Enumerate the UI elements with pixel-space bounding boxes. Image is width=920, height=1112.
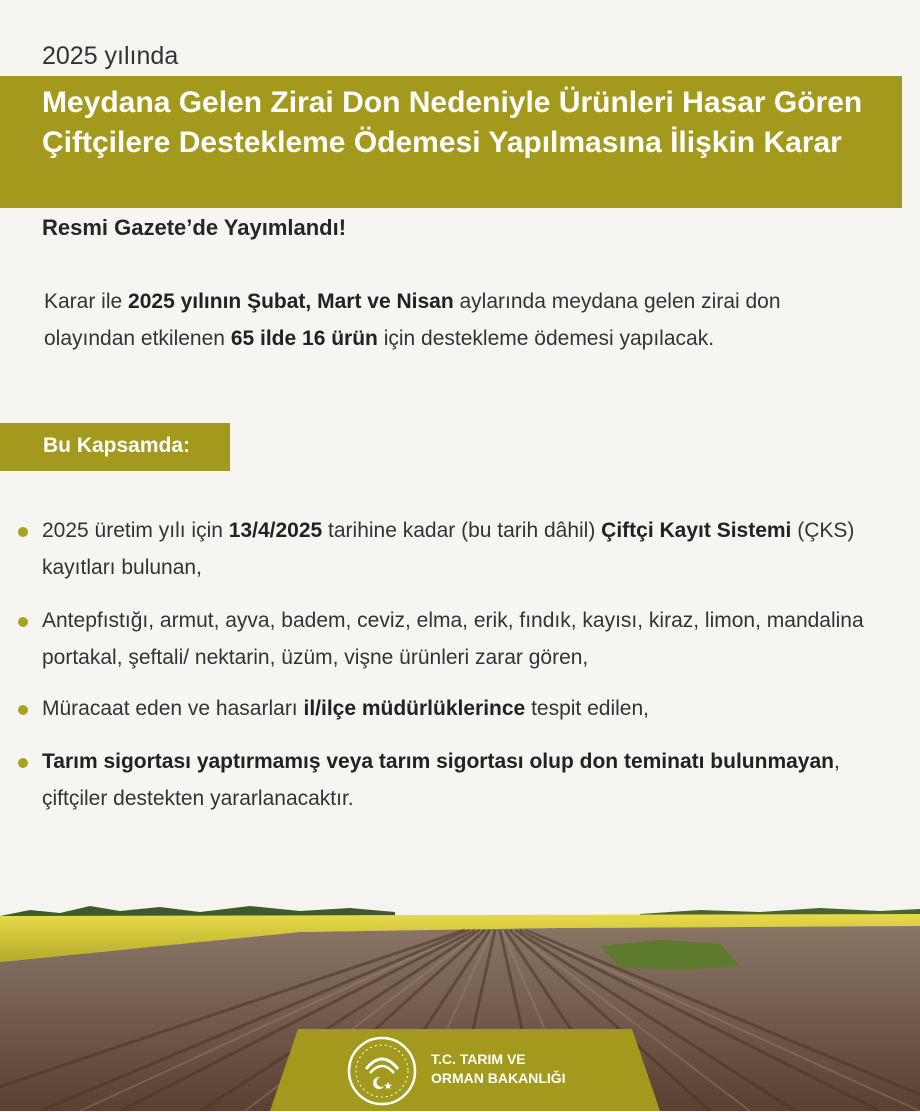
bullet-text: (ÇKS) kayıtları bulunan,: [42, 519, 855, 579]
intro-text-2: aylarında meydana gelen zirai don olayından etkilenen: [44, 290, 781, 350]
ministry-emblem-icon: [346, 1035, 418, 1107]
bullet-text: 2025 üretim yılı için: [42, 519, 229, 542]
bullet-text: Müracaat eden ve hasarları: [42, 697, 304, 720]
intro-bold-counts: 65 ilde 16 ürün: [230, 327, 378, 350]
page-title: Meydana Gelen Zirai Don Nedeniyle Ürünleri Hasar Gören Çiftçilere Destekleme Ödemesi Yapılmasına İlişkin Karar: [42, 86, 863, 159]
bullet-text: Antepfıstığı, armut, ayva, badem, ceviz, elma, erik, fındık, kayısı, kiraz, limon, mandalina portakal, şeftali/ nektarin, üzüm, vişne ürünleri zarar gören,: [42, 609, 864, 669]
intro-bold-dates: 2025 yılının Şubat, Mart ve Nisan: [128, 290, 454, 313]
year-line: 2025 yılında: [42, 42, 179, 70]
intro-text-1: Karar ile: [44, 290, 129, 313]
circle-bullet-icon: [18, 705, 28, 715]
list-item: [16, 690, 906, 727]
ministry-name: [431, 1050, 566, 1088]
bullet-text: tespit edilen,: [525, 697, 649, 720]
bullet-bold: Tarım sigortası yaptırmamış veya tarım sigortası olup don teminatı bulunmayan: [42, 750, 834, 773]
circle-bullet-icon: [18, 758, 28, 768]
circle-bullet-icon: [18, 617, 28, 627]
subtitle: Resmi Gazete’de Yayımlandı!: [42, 215, 347, 240]
bullet-text: , çiftçiler destekten yararlanacaktır.: [42, 750, 840, 810]
bullet-bold: Çiftçi Kayıt Sistemi: [601, 519, 792, 542]
list-item: [16, 512, 906, 586]
section-label-text: Bu Kapsamda:: [43, 434, 191, 457]
circle-bullet-icon: [18, 527, 28, 537]
bullet-text: tarihine kadar (bu tarih dâhil): [322, 519, 602, 542]
list-item: [16, 602, 906, 676]
bullet-bold: 13/4/2025: [228, 519, 323, 542]
intro-paragraph: [44, 283, 864, 357]
bullet-list: [16, 512, 906, 817]
bullet-bold: il/ilçe müdürlüklerince: [303, 697, 526, 720]
section-label: [0, 423, 230, 471]
intro-text-3: için destekleme ödemesi yapılacak.: [377, 327, 715, 350]
ministry-line-1: T.C. TARIM VE: [431, 1051, 526, 1067]
list-item: [16, 743, 906, 817]
ministry-line-2: ORMAN BAKANLIĞI: [431, 1070, 566, 1086]
